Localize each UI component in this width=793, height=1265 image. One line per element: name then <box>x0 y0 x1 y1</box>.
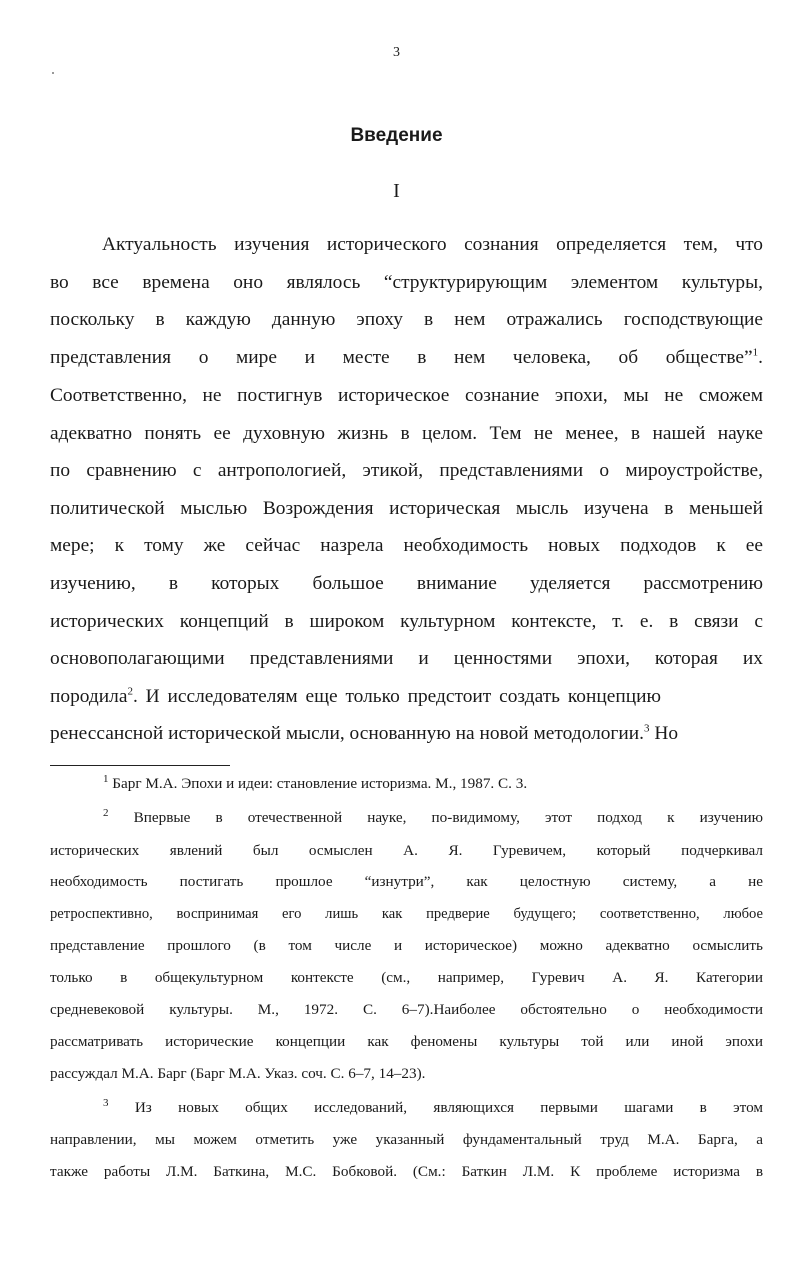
body-line: во все времена оно являлось “структурирующим элементом культуры, <box>50 272 763 293</box>
page-number: 3 <box>393 45 400 60</box>
footnote-2-line: рассуждал М.А. Барг (Барг М.А. Указ. соч. С. 6–7, 14–23). <box>50 1065 426 1082</box>
body-line: исторических концепций в широком культурном контексте, т. е. в связи с <box>50 611 763 632</box>
page-title: Введение <box>350 125 443 146</box>
body-line: по сравнению с антропологией, этикой, представлениями о мироустройстве, <box>50 460 763 481</box>
body-line: поскольку в каждую данную эпоху в нем отражались господствующие <box>50 309 763 330</box>
body-line: изучению, в которых большое внимание уделяется рассмотрению <box>50 573 763 594</box>
footnote-marker: 2 <box>103 806 109 819</box>
footnote-2-line: рассматривать исторические концепции как феномены культуры той или иной эпохи <box>50 1033 763 1050</box>
footnote-2-line: необходимость постигать прошлое “изнутри”, как целостную систему, а не <box>50 873 763 890</box>
footnote-3-line: также работы Л.М. Баткина, М.С. Бобковой. (См.: Баткин Л.М. К проблеме историзма в <box>50 1163 763 1180</box>
body-line: Актуальность изучения исторического сознания определяется тем, что <box>102 234 763 255</box>
body-line: ренессансной исторической мысли, основанную на новой методологии.$^3$ Но <box>50 722 679 744</box>
footnote-2-line: исторических явлений был осмыслен А. Я. Гуревичем, который подчеркивал <box>50 842 763 859</box>
footnote-1: $^1$ Барг М.А. Эпохи и идеи: становление историзма. М., 1987. С. 3. <box>103 772 528 792</box>
footnote-2-line: только в общекультурном контексте (см., например, Гуревич А. Я. Категории <box>50 969 763 986</box>
body-line: политической мыслью Возрождения историческая мысль изучена в меньшей <box>50 498 763 519</box>
footnote-2-line: ретроспективно, воспринимая его лишь как предверие будущего; соответственно, любое <box>50 906 763 922</box>
body-line: мере; к тому же сейчас назрела необходимость новых подходов к ее <box>50 535 763 556</box>
body-line: основополагающими представлениями и ценностями эпохи, которая их <box>50 648 763 669</box>
footnote-divider <box>50 765 230 766</box>
footnote-3-line: направлении, мы можем отметить уже указанный фундаментальный труд М.А. Барга, а <box>50 1131 763 1148</box>
footnote-2-line: $^2$ Впервые в отечественной науке, по-видимому, этот подход к изучению <box>103 806 764 826</box>
body-line: адекватно понять ее духовную жизнь в целом. Тем не менее, в нашей науке <box>50 423 763 444</box>
footnote-2-line: представление прошлого (в том числе и историческое) можно адекватно осмыслить <box>50 937 763 954</box>
section-number: I <box>393 180 400 202</box>
footnote-2-line: средневековой культуры. М., 1972. С. 6–7).Наиболее обстоятельно о необходимости <box>50 1001 763 1018</box>
footnote-ref[interactable]: 2 <box>127 685 133 698</box>
footnote-3-line: $^3$ Из новых общих исследований, являющихся первыми шагами в этом <box>103 1096 764 1116</box>
footnote-ref[interactable]: 1 <box>752 346 759 359</box>
body-line: породила$^2$. И исследователям еще только предстоит создать концепцию <box>50 685 661 707</box>
body-line: Соответственно, не постигнув историческое сознание эпохи, мы не сможем <box>50 385 763 406</box>
footnote-marker: 3 <box>103 1096 109 1109</box>
body-line: представления о мире и месте в нем человека, об обществе”$^1$. <box>50 346 763 368</box>
scan-speck <box>52 72 54 74</box>
footnote-ref[interactable]: 3 <box>644 722 650 735</box>
footnote-marker: 1 <box>103 772 109 785</box>
